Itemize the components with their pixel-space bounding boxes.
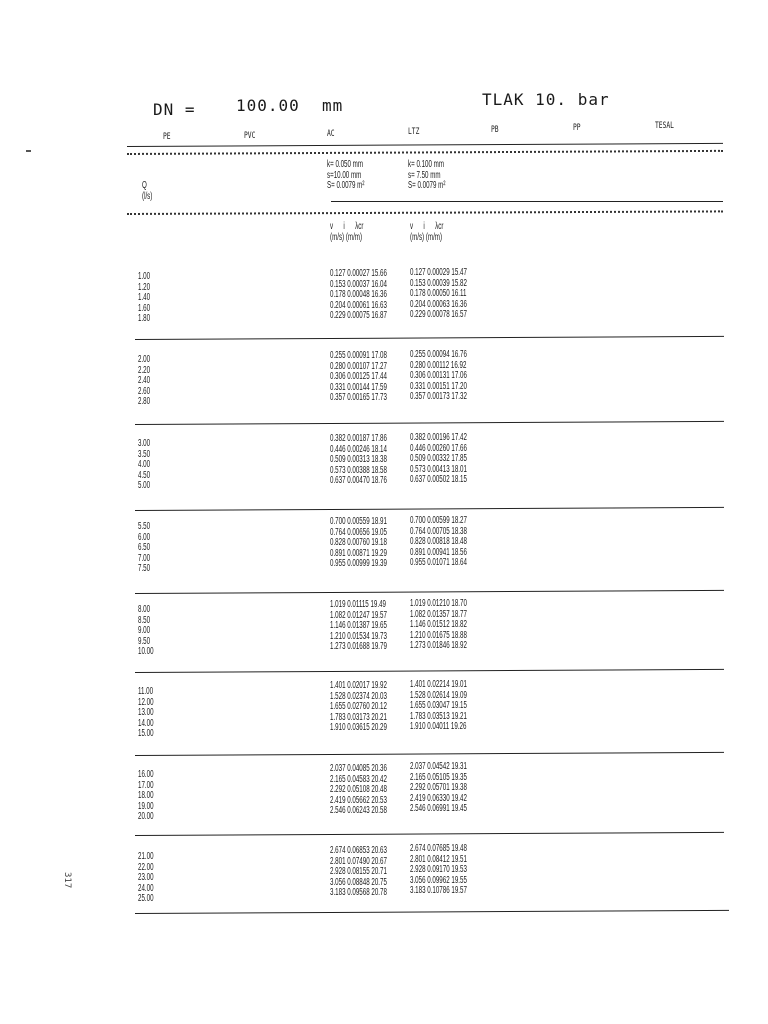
group-rule (135, 336, 724, 340)
material-pe: PE (163, 132, 171, 142)
params-ltz: k= 0.100 mm s= 7.50 mm S= 0.0079 m² (408, 159, 446, 192)
header-dotted-rule (127, 150, 723, 155)
col-heads-ac: v i λcr (m/s) (m/m) (330, 221, 364, 243)
group-3-ltz: 0.700 0.00599 18.27 0.764 0.00705 18.38 0.828 0.00818 18.48 0.891 0.00941 18.56 0.955 0.01071 18.64 (410, 515, 467, 569)
col-heads-ltz: v i λcr (m/s) (m/m) (410, 221, 444, 243)
group-6-q: 16.00 17.00 18.00 19.00 20.00 (138, 769, 154, 823)
table-bottom-rule (135, 910, 729, 914)
material-ltz: LTZ (408, 127, 420, 137)
dn-label: DN = (153, 100, 196, 119)
group-0-ltz: 0.127 0.00029 15.47 0.153 0.00039 15.82 0.178 0.00050 16.11 0.204 0.00063 16.36 0.229 0.00078 16.57 (410, 267, 467, 321)
group-2-ltz: 0.382 0.00196 17.42 0.446 0.00260 17.66 0.509 0.00332 17.85 0.573 0.00413 18.01 0.637 0.00502 18.15 (410, 432, 467, 486)
group-4-ltz: 1.019 0.01210 18.70 1.082 0.01357 18.77 1.146 0.01512 18.82 1.210 0.01675 18.88 1.273 0.01846 18.92 (410, 598, 467, 652)
material-pp: PP (573, 123, 581, 133)
pressure-label: TLAK 10. bar (482, 90, 610, 109)
group-1-q: 2.00 2.20 2.40 2.60 2.80 (138, 354, 151, 408)
group-5-ac: 1.401 0.02017 19.92 1.528 0.02374 20.03 1.655 0.02760 20.12 1.783 0.03173 20.21 1.910 0.03615 20.29 (330, 680, 387, 734)
group-2-q: 3.00 3.50 4.00 4.50 5.00 (138, 438, 151, 492)
material-pvc: PVC (244, 131, 256, 141)
group-1-ac: 0.255 0.00091 17.08 0.280 0.00107 17.27 0.306 0.00125 17.44 0.331 0.00144 17.59 0.357 0.00165 17.73 (330, 350, 387, 404)
group-5-ltz: 1.401 0.02214 19.01 1.528 0.02614 19.09 1.655 0.03047 19.15 1.783 0.03513 19.21 1.910 0.04011 19.26 (410, 679, 467, 733)
group-1-ltz: 0.255 0.00094 16.76 0.280 0.00112 16.92 0.306 0.00131 17.06 0.331 0.00151 17.20 0.357 0.00173 17.32 (410, 349, 467, 403)
page-number: 317 (62, 872, 72, 889)
group-rule (135, 669, 724, 673)
header-rule (127, 143, 723, 147)
material-tesal: TESAL (655, 121, 674, 131)
group-2-ac: 0.382 0.00187 17.86 0.446 0.00246 18.14 0.509 0.00313 18.38 0.573 0.00388 18.58 0.637 0.00470 18.76 (330, 433, 387, 487)
params-rule (331, 201, 723, 202)
group-rule (135, 752, 724, 756)
dn-value: 100.00 (236, 96, 300, 115)
group-5-q: 11.00 12.00 13.00 14.00 15.00 (138, 686, 154, 740)
scan-speck (26, 150, 31, 152)
group-rule (135, 832, 724, 836)
params-ac: k= 0.050 mm s=10.00 mm S= 0.0079 m² (327, 159, 365, 192)
group-6-ac: 2.037 0.04085 20.36 2.165 0.04583 20.42 2.292 0.05108 20.48 2.419 0.05662 20.53 2.546 0.06243 20.58 (330, 763, 387, 817)
group-rule (135, 507, 724, 511)
group-3-q: 5.50 6.00 6.50 7.00 7.50 (138, 521, 151, 575)
params-dotted-rule (127, 210, 723, 215)
flow-label: Q (l/s) (142, 180, 153, 202)
group-rule (135, 421, 724, 425)
group-0-ac: 0.127 0.00027 15.66 0.153 0.00037 16.04 0.178 0.00048 16.36 0.204 0.00061 16.63 0.229 0.00075 16.87 (330, 268, 387, 322)
group-7-ac: 2.674 0.06853 20.63 2.801 0.07490 20.67 2.928 0.08155 20.71 3.056 0.08848 20.75 3.183 0.09568 20.78 (330, 845, 387, 899)
group-rule (135, 590, 724, 594)
group-4-ac: 1.019 0.01115 19.49 1.082 0.01247 19.57 1.146 0.01387 19.65 1.210 0.01534 19.73 1.273 0.01688 19.79 (330, 599, 387, 653)
group-3-ac: 0.700 0.00559 18.91 0.764 0.00656 19.05 0.828 0.00760 19.18 0.891 0.00871 19.29 0.955 0.00999 19.39 (330, 516, 387, 570)
material-pb: PB (491, 125, 499, 135)
group-0-q: 1.00 1.20 1.40 1.60 1.80 (138, 271, 151, 325)
dn-unit: mm (322, 96, 344, 115)
group-7-q: 21.00 22.00 23.00 24.00 25.00 (138, 851, 154, 905)
group-6-ltz: 2.037 0.04542 19.31 2.165 0.05105 19.35 2.292 0.05701 19.38 2.419 0.06330 19.42 2.546 0.06991 19.45 (410, 761, 467, 815)
group-7-ltz: 2.674 0.07685 19.48 2.801 0.08412 19.51 2.928 0.09170 19.53 3.056 0.09962 19.55 3.183 0.10786 19.57 (410, 843, 467, 897)
material-ac: AC (327, 129, 335, 139)
group-4-q: 8.00 8.50 9.00 9.50 10.00 (138, 604, 154, 658)
